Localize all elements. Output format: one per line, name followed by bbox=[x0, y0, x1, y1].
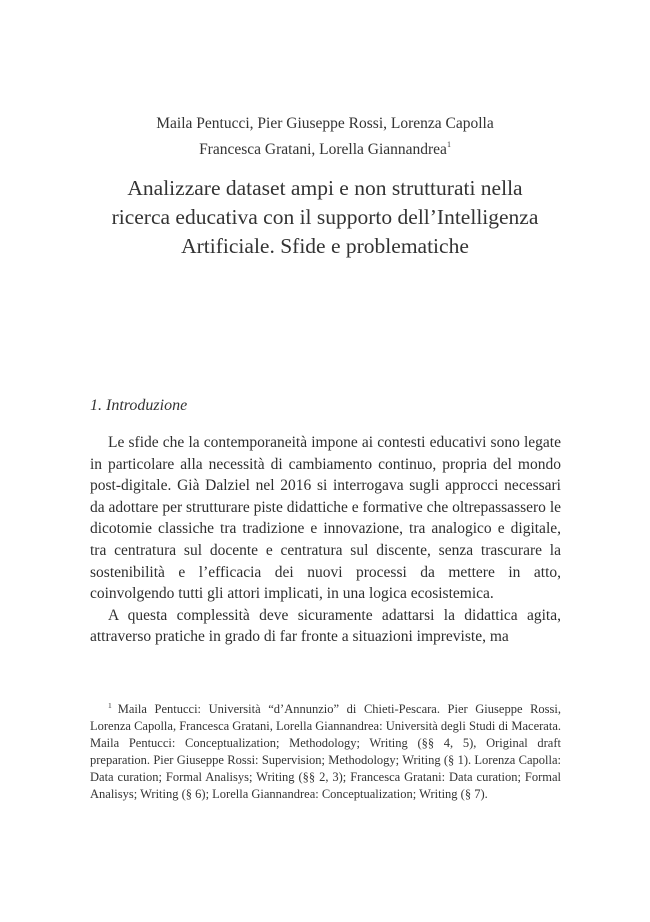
author-line-1: Maila Pentucci, Pier Giuseppe Rossi, Lorenza Capolla bbox=[156, 115, 494, 132]
title-line-1: Analizzare dataset ampi e non strutturati nella bbox=[127, 176, 523, 200]
title-line-3: Artificiale. Sfide e problematiche bbox=[181, 234, 469, 258]
body-paragraph-1: Le sfide che la contemporaneità impone ai contesti educativi sono legate in particolare alla necessità di cambiamento continuo, propria del mondo post-digitale. Già Dalziel nel 2016 si interrogava sugli approcci necessari da adottare per strutturare piste didattiche e formative che oltrepassassero le dicotomie classiche tra tradizione e innovazione, tra analogico e digitale, tra centratura sul docente e centratura sul discente, senza trascurare la sostenibilità e l’efficacia dei nuovi processi da mettere in atto, coinvolgendo tutti gli attori implicati, in una logica ecosistemica. bbox=[90, 434, 561, 603]
footnote-paragraph bbox=[90, 697, 561, 803]
author-line-2 bbox=[90, 134, 560, 160]
section-heading: 1. Introduzione bbox=[90, 397, 188, 414]
author-footnote-marker[interactable]: 1 bbox=[446, 140, 451, 149]
author-line-2-text: Francesca Gratani, Lorella Giannandrea bbox=[199, 141, 447, 158]
author-list bbox=[90, 113, 560, 160]
body-paragraph-2: A questa complessità deve sicuramente adattarsi la didattica agita, attraverso pratiche in grado di far fronte a situazioni impreviste, ma bbox=[90, 606, 561, 646]
footnote-marker: 1 bbox=[108, 701, 112, 710]
paper-title bbox=[80, 174, 570, 261]
footnote-text: Maila Pentucci: Università “d’Annunzio” di Chieti-Pescara. Pier Giuseppe Rossi, Lorenza Capolla, Francesca Gratani, Lorella Giannandrea: Università degli Studi di Macerata. Maila Pentucci: Conceptualization; Methodology; Writing (§§ 4, 5), Original draft preparation. Pier Giuseppe Rossi: Supervision; Methodology; Writing (§ 1). Lorenza Capolla: Data curation; Formal Analisys; Writing (§§ 2, 3); Francesca Gratani: Data curation; Formal Analisys; Writing (§ 6); Lorella Giannandrea: Conceptualization; Writing (§ 7). bbox=[90, 702, 561, 801]
footnote bbox=[90, 697, 561, 803]
title-line-2: ricerca educativa con il supporto dell’Intelligenza bbox=[111, 205, 539, 229]
body-text bbox=[90, 432, 561, 648]
